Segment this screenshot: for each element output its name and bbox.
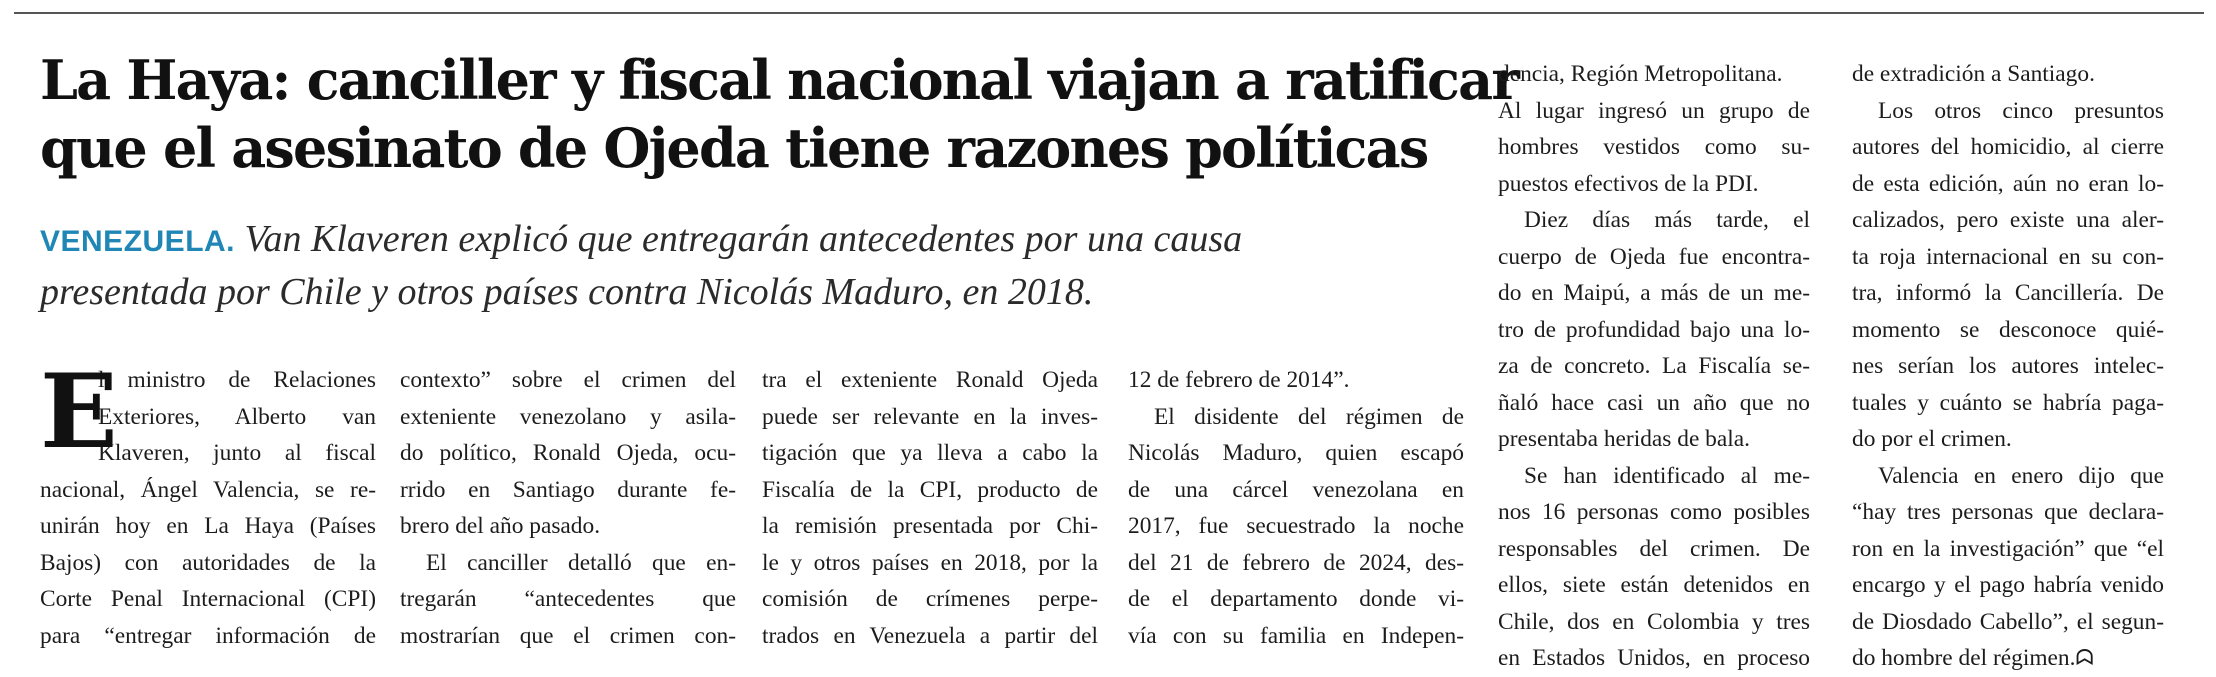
body-line: Se han identificado al me- bbox=[1524, 462, 1810, 489]
headline bbox=[40, 46, 1518, 182]
body-line: del 21 de febrero de 2024, des- bbox=[1128, 549, 1464, 576]
deck-line bbox=[40, 214, 1470, 267]
deck-line: presentada por Chile y otros países contra Nicolás Maduro, en 2018. bbox=[40, 271, 1094, 313]
body-line: responsables del crimen. De bbox=[1498, 535, 1810, 562]
body-line: cuerpo de Ojeda fue encontra- bbox=[1498, 243, 1810, 270]
body-line: Corte Penal Internacional (CPI) bbox=[40, 586, 376, 612]
deck bbox=[40, 214, 1470, 317]
body-line: do en Maipú, a más de un me- bbox=[1498, 280, 1810, 306]
body-line: para “entregar información de bbox=[40, 622, 376, 649]
body-line bbox=[1852, 640, 2164, 677]
top-rule bbox=[14, 12, 2204, 14]
body-line: l ministro de Relaciones bbox=[98, 367, 376, 393]
body-line: tigación que ya lleva a cabo la bbox=[762, 440, 1098, 466]
body-line: contexto” sobre el crimen del bbox=[400, 367, 736, 393]
body-line: de una cárcel venezolana en bbox=[1128, 476, 1464, 503]
body-line: nos 16 personas como posibles bbox=[1498, 499, 1810, 525]
body-line: “hay tres personas que declara- bbox=[1852, 499, 2164, 525]
body-line: Fiscalía de la CPI, producto de bbox=[762, 476, 1098, 503]
body-line: ellos, siete están detenidos en bbox=[1498, 572, 1810, 598]
body-line: El canciller detalló que en- bbox=[426, 549, 736, 576]
body-line: momento se desconoce quié- bbox=[1852, 316, 2164, 343]
body-line: autores del homicidio, al cierre bbox=[1852, 134, 2164, 160]
body-line: le y otros países en 2018, por la bbox=[762, 549, 1098, 576]
deck-text: Van Klaveren explicó que entregarán antecedentes por una causa bbox=[244, 218, 1243, 260]
body-line: encargo y el pago habría venido bbox=[1852, 572, 2164, 598]
body-line: do político, Ronald Ojeda, ocu- bbox=[400, 440, 736, 466]
body-column-5 bbox=[1498, 56, 1810, 677]
body-line: tregarán “antecedentes que bbox=[400, 586, 736, 612]
body-line: hombres vestidos como su- bbox=[1498, 134, 1810, 160]
body-line: exteniente venezolano y asila- bbox=[400, 403, 736, 430]
body-line: de el departamento donde vi- bbox=[1128, 586, 1464, 612]
drop-cap: E bbox=[40, 352, 118, 472]
body-line: vía con su familia en Indepen- bbox=[1128, 622, 1464, 649]
body-line: trados en Venezuela a partir del bbox=[762, 622, 1098, 649]
body-line: Nicolás Maduro, quien escapó bbox=[1128, 440, 1464, 466]
body-line: tro de profundidad bajo una lo- bbox=[1498, 316, 1810, 343]
body-line: za de concreto. La Fiscalía se- bbox=[1498, 353, 1810, 379]
body-line: ron en la investigación” que “el bbox=[1852, 535, 2164, 562]
body-line-text: do hombre del régimen. bbox=[1852, 645, 2076, 671]
body-line: ñaló hace casi un año que no bbox=[1498, 389, 1810, 416]
body-line: presentaba heridas de bala. bbox=[1498, 426, 1750, 452]
body-line: de Diosdado Cabello”, el segun- bbox=[1852, 608, 2164, 635]
body-line: puede ser relevante en la inves- bbox=[762, 403, 1098, 430]
body-line: tra el exteniente Ronald Ojeda bbox=[762, 367, 1098, 393]
body-column-1 bbox=[40, 352, 376, 654]
body-line: puestos efectivos de la PDI. bbox=[1498, 170, 1759, 197]
body-line: comisión de crímenes perpe- bbox=[762, 586, 1098, 612]
body-column-3 bbox=[762, 362, 1098, 654]
body-line: Chile, dos en Colombia y tres bbox=[1498, 608, 1810, 635]
body-line: Exteriores, Alberto van bbox=[98, 403, 376, 430]
body-line: El disidente del régimen de bbox=[1154, 403, 1464, 430]
body-line: brero del año pasado. bbox=[400, 513, 601, 539]
body-line: en Estados Unidos, en proceso bbox=[1498, 645, 1810, 671]
body-line: unirán hoy en La Haya (Países bbox=[40, 513, 376, 539]
body-column-2 bbox=[400, 362, 736, 654]
body-line: 2017, fue secuestrado la noche bbox=[1128, 513, 1464, 539]
body-line: Diez días más tarde, el bbox=[1524, 207, 1810, 233]
body-line: nacional, Ángel Valencia, se re- bbox=[40, 476, 376, 503]
body-line: Los otros cinco presuntos bbox=[1878, 97, 2164, 124]
body-line: tra, informó la Cancillería. De bbox=[1852, 280, 2164, 306]
body-line: Klaveren, junto al fiscal bbox=[98, 440, 376, 466]
body-line: de extradición a Santiago. bbox=[1852, 61, 2095, 87]
headline-line: que el asesinato de Ojeda tiene razones políticas bbox=[40, 116, 1428, 180]
body-line: de esta edición, aún no eran lo- bbox=[1852, 170, 2164, 197]
body-line: calizados, pero existe una aler- bbox=[1852, 207, 2164, 233]
body-line: la remisión presentada por Chi- bbox=[762, 513, 1098, 539]
body-line: Valencia en enero dijo que bbox=[1878, 462, 2164, 489]
body-line: dencia, Región Metropolitana. bbox=[1498, 61, 1783, 87]
body-line: nes serían los autores intelec- bbox=[1852, 353, 2164, 379]
body-line: 12 de febrero de 2014”. bbox=[1128, 367, 1350, 393]
body-column-6 bbox=[1852, 56, 2164, 677]
end-mark-icon: ᗣ bbox=[2075, 645, 2094, 670]
body-line: ta roja internacional en su con- bbox=[1852, 243, 2164, 270]
headline-line: La Haya: canciller y fiscal nacional viajan a ratificar bbox=[40, 48, 1518, 112]
body-line: Bajos) con autoridades de la bbox=[40, 549, 376, 576]
body-line: rrido en Santiago durante fe- bbox=[400, 476, 736, 503]
body-line: mostrarían que el crimen con- bbox=[400, 622, 736, 649]
body-column-4 bbox=[1128, 362, 1464, 654]
body-line: do por el crimen. bbox=[1852, 426, 2012, 452]
section-tag: VENEZUELA. bbox=[40, 225, 236, 258]
body-line: tuales y cuánto se habría paga- bbox=[1852, 389, 2164, 416]
body-line: Al lugar ingresó un grupo de bbox=[1498, 97, 1810, 124]
